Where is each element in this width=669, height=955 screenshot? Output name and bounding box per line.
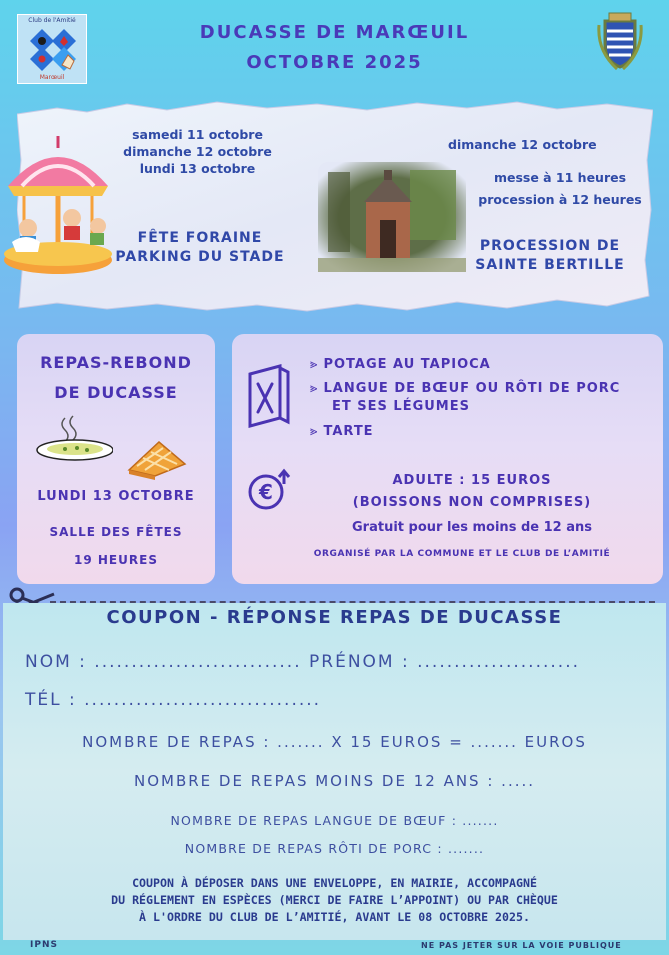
- mass-time: messe à 11 heures: [493, 170, 627, 185]
- instruction-line-2: DU RÉGLEMENT EN ESPÈCES (MERCI DE FAIRE L’APPOINT) OU PAR CHÈQUE: [111, 893, 558, 907]
- svg-text:€: €: [259, 480, 273, 504]
- procession-info: [440, 136, 650, 153]
- menu-item-2: ⪢ LANGUE DE BŒUF OU RÔTI DE PORC: [310, 381, 621, 396]
- organizer: ORGANISÉ PAR LA COMMUNE ET LE CLUB DE L’AMITIÉ: [313, 549, 611, 559]
- coupon-instructions: [3, 875, 666, 926]
- fete-title-line2: PARKING DU STADE: [115, 249, 285, 265]
- page-title-line2: OCTOBRE 2025: [246, 52, 423, 73]
- procession-date: dimanche 12 octobre: [448, 137, 597, 152]
- instruction-line-1: COUPON À DÉPOSER DANS UNE ENVELOPPE, EN MAIRIE, ACCOMPAGNÉ: [132, 876, 537, 890]
- coupon-langue-field[interactable]: NOMBRE DE REPAS LANGUE DE BŒUF : .......: [170, 813, 499, 828]
- page-title-line1: DUCASSE DE MARŒUIL: [199, 22, 470, 43]
- pie-icon: [125, 438, 187, 480]
- repas-day: LUNDI 13 OCTOBRE: [37, 489, 195, 504]
- repas-time: 19 HEURES: [74, 553, 158, 567]
- town-crest-icon: [597, 11, 643, 71]
- repas-title-line1: REPAS-REBOND: [40, 353, 192, 372]
- repas-title-line2: DE DUCASSE: [54, 383, 178, 402]
- menu-item-2-cont: ET SES LÉGUMES: [332, 399, 470, 414]
- coupon-tel-field[interactable]: TÉL : ................................: [25, 690, 322, 710]
- repas-place: SALLE DES FÊTES: [49, 525, 183, 539]
- procession-title-line2: SAINTE BERTILLE: [475, 257, 625, 273]
- carousel-icon: [2, 132, 114, 278]
- fete-date-2: dimanche 12 octobre: [123, 144, 272, 159]
- repas-card: [17, 334, 215, 584]
- price-drinks: (BOISSONS NON COMPRISES): [352, 495, 592, 510]
- repas-title: [17, 348, 215, 408]
- footer-ipns: IPNS: [30, 940, 58, 950]
- coupon-title: COUPON - RÉPONSE REPAS DE DUCASSE: [106, 607, 563, 628]
- fete-title: [106, 229, 294, 267]
- fete-dates: [110, 126, 285, 177]
- price-adult: ADULTE : 15 EUROS: [392, 473, 552, 488]
- fete-date-1: samedi 11 octobre: [132, 127, 263, 142]
- coupon-section: [3, 603, 666, 940]
- coupon-nom-prenom-field[interactable]: NOM : ............................ PRÉNOM : ......................: [25, 652, 580, 672]
- fete-title-line1: FÊTE FORAINE: [137, 230, 263, 246]
- coupon-repas-moins-field[interactable]: NOMBRE DE REPAS MOINS DE 12 ANS : .....: [133, 772, 536, 790]
- euro-icon: [246, 468, 294, 510]
- procession-time: procession à 12 heures: [478, 192, 642, 207]
- footer-notice: NE PAS JETER SUR LA VOIE PUBLIQUE: [421, 941, 622, 950]
- procession-title: [460, 237, 640, 275]
- menu-fork-knife-icon: [246, 364, 292, 428]
- fete-date-3: lundi 13 octobre: [139, 161, 256, 176]
- soup-plate-icon: [35, 414, 113, 464]
- menu-price: [292, 470, 652, 514]
- club-logo-top-text: Club de l'Amitié: [28, 17, 76, 24]
- chapel-photo: [318, 162, 466, 272]
- menu-item-3: ⪢ TARTE: [310, 424, 374, 439]
- procession-title-line1: PROCESSION DE: [479, 238, 621, 254]
- procession-times: [470, 167, 650, 211]
- menu-card: [232, 334, 663, 584]
- club-logo-bottom-text: Marœuil: [39, 74, 65, 81]
- menu-item-1: ⪢ POTAGE AU TAPIOCA: [310, 357, 491, 372]
- instruction-line-3: À L'ORDRE DU CLUB DE L’AMITIÉ, AVANT LE 08 OCTOBRE 2025.: [139, 910, 530, 924]
- coupon-repas-field[interactable]: NOMBRE DE REPAS : ....... X 15 EUROS = ....... EUROS: [82, 733, 587, 751]
- coupon-roti-field[interactable]: NOMBRE DE REPAS RÔTI DE PORC : .......: [184, 841, 485, 856]
- menu-list: [310, 356, 650, 441]
- price-free: Gratuit pour les moins de 12 ans: [352, 520, 592, 535]
